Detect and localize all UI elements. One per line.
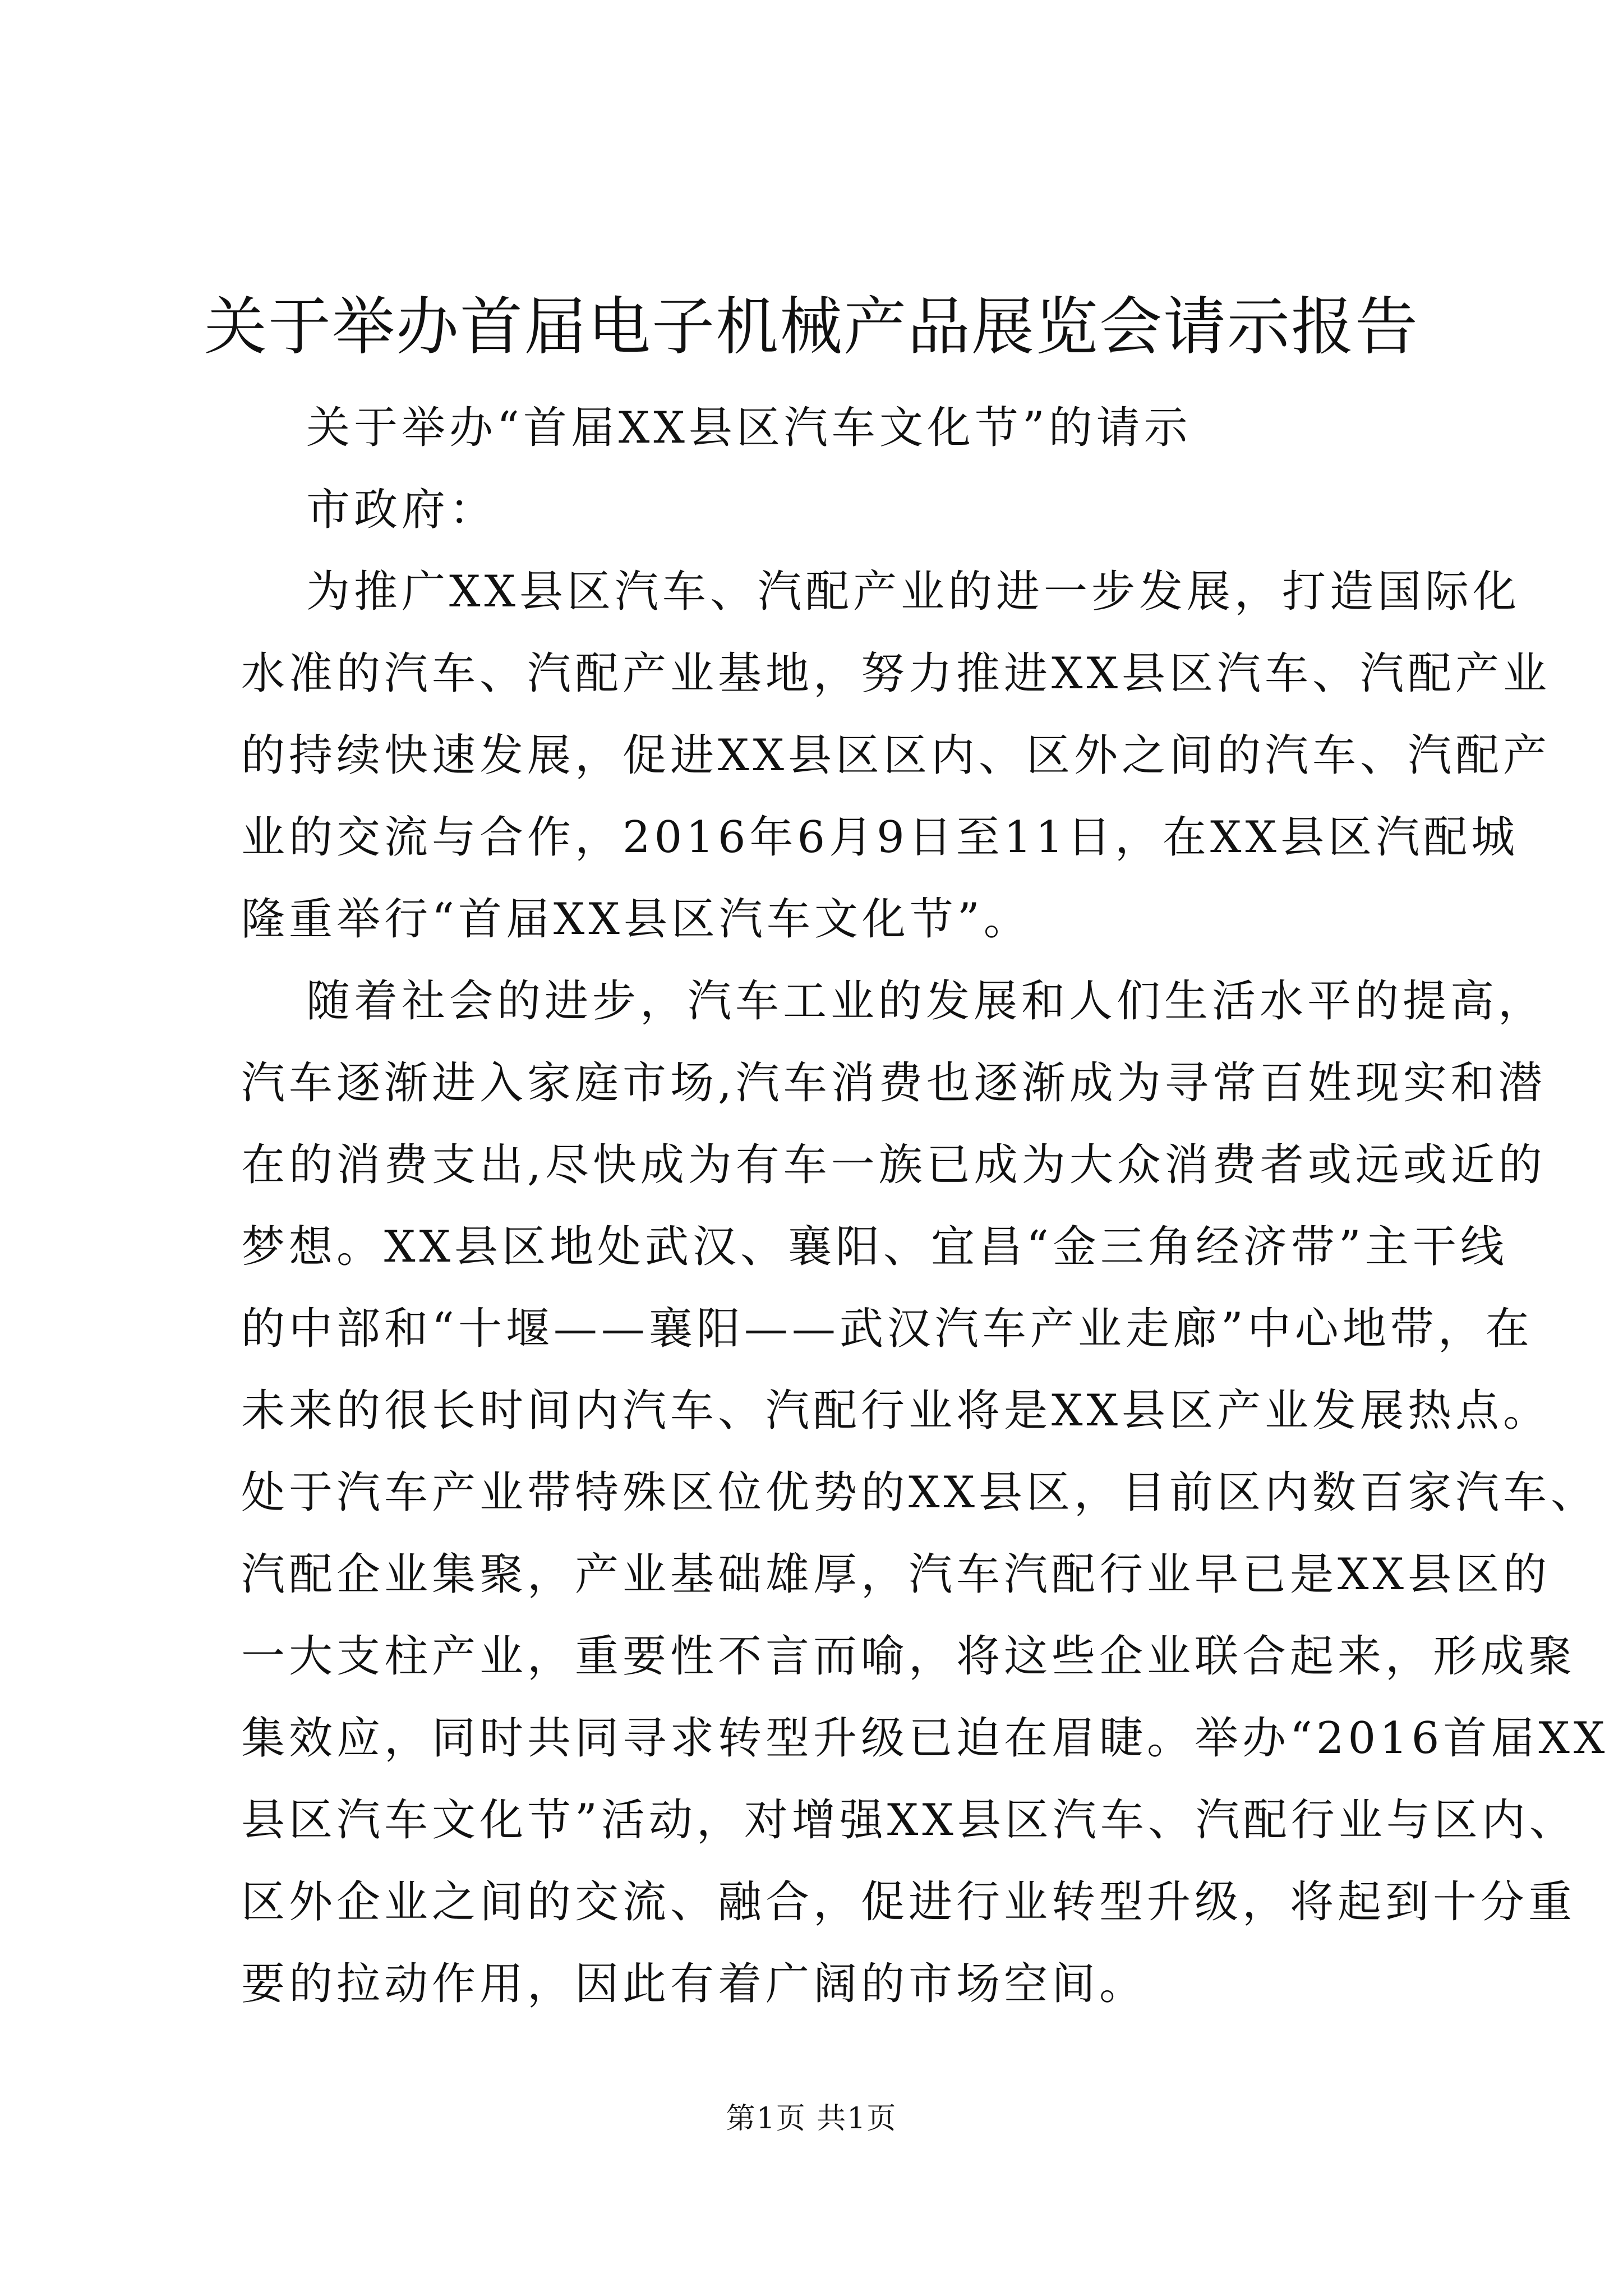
subtitle-paragraph	[241, 387, 1436, 469]
salutation-paragraph	[241, 469, 1436, 551]
paragraph-line: 处于汽车产业带特殊区位优势的XX县区，目前区内数百家汽车、	[241, 1467, 1599, 1518]
paragraph-line: 的中部和“十堰——襄阳——武汉汽车产业走廊”中心地带，在	[241, 1304, 1533, 1354]
paragraph-line: 未来的很长时间内汽车、汽配行业将是XX县区产业发展热点。	[241, 1386, 1551, 1436]
document-title: 关于举办首届电子机械产品展览会请示报告	[204, 291, 1419, 364]
body-paragraph	[241, 960, 1609, 2025]
paragraph-line: 要的拉动作用，因此有着广阔的市场空间。	[241, 1959, 1147, 2009]
salutation: 市政府：	[306, 485, 497, 535]
document-body	[241, 387, 1609, 2025]
paragraph-line: 隆重举行“首届XX县区汽车文化节”。	[241, 894, 1031, 945]
body-paragraphs	[241, 551, 1609, 2025]
subtitle: 关于举办“首届XX县区汽车文化节”的请示	[306, 403, 1192, 453]
paragraph-line: 集效应，同时共同寻求转型升级已迫在眉睫。举办“2016首届XX	[241, 1713, 1609, 1764]
paragraph-line: 区外企业之间的交流、融合，促进行业转型升级，将起到十分重	[241, 1877, 1576, 1927]
body-paragraph	[241, 551, 1551, 960]
paragraph-line: 汽配企业集聚，产业基础雄厚，汽车汽配行业早已是XX县区的	[241, 1549, 1551, 1600]
paragraph-line: 水准的汽车、汽配产业基地，努力推进XX县区汽车、汽配产业	[241, 648, 1551, 699]
paragraph-line: 业的交流与合作，2016年6月9日至11日，在XX县区汽配城	[241, 812, 1519, 863]
page-indicator: 第1页 共1页	[726, 2102, 897, 2136]
paragraph-line: 随着社会的进步，汽车工业的发展和人们生活水平的提高，	[306, 976, 1546, 1027]
paragraph-line: 为推广XX县区汽车、汽配产业的进一步发展，打造国际化	[306, 567, 1521, 617]
paragraph-line: 汽车逐渐进入家庭市场,汽车消费也逐渐成为寻常百姓现实和潜	[241, 1058, 1546, 1108]
paragraph-line: 在的消费支出,尽快成为有车一族已成为大众消费者或远或近的	[241, 1140, 1546, 1190]
paragraph-line: 县区汽车文化节”活动，对增强XX县区汽车、汽配行业与区内、	[241, 1795, 1577, 1846]
paragraph-line: 一大支柱产业，重要性不言而喻，将这些企业联合起来，形成聚	[241, 1631, 1576, 1682]
paragraph-line: 的持续快速发展，促进XX县区区内、区外之间的汽车、汽配产	[241, 730, 1551, 781]
paragraph-line: 梦想。XX县区地处武汉、襄阳、宜昌“金三角经济带”主干线	[241, 1222, 1508, 1272]
